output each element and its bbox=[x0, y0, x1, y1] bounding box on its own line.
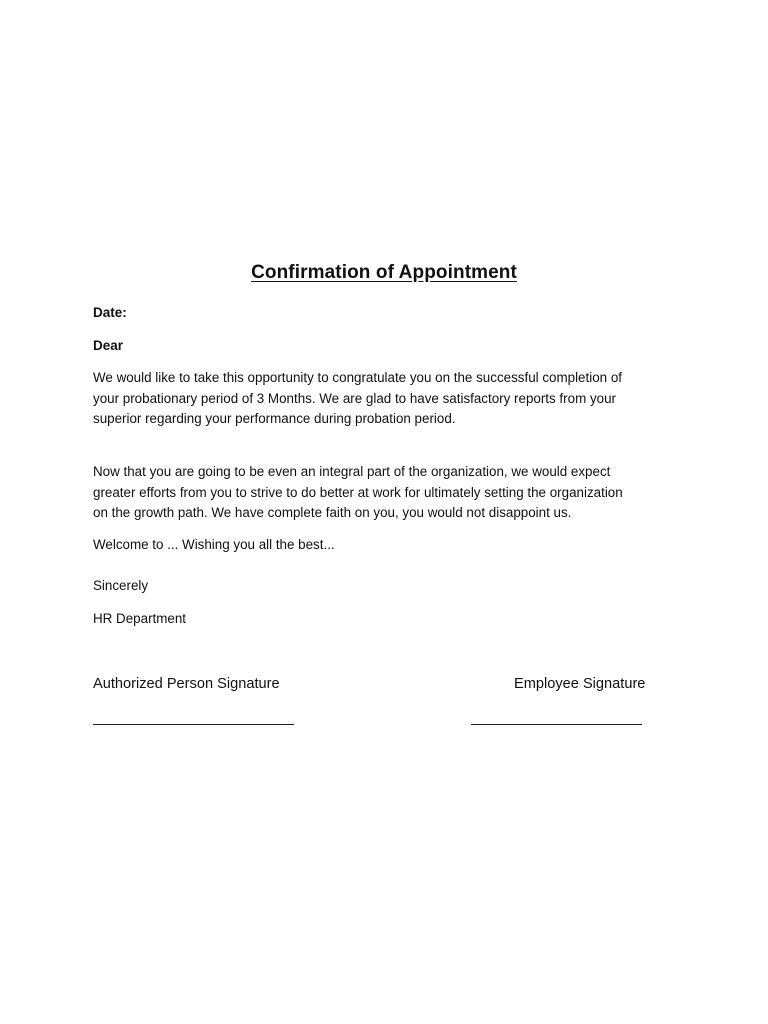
document-title: Confirmation of Appointment bbox=[251, 262, 517, 283]
paragraph-line: Now that you are going to be even an integral part of the organization, we would expect bbox=[93, 464, 611, 479]
sender-department: HR Department bbox=[93, 611, 187, 626]
paragraph-line: We would like to take this opportunity to congratulate you on the successful completion of bbox=[93, 370, 622, 385]
authorized-signature-label: Authorized Person Signature bbox=[93, 676, 280, 692]
employee-signature-line bbox=[471, 724, 642, 725]
closing: Sincerely bbox=[93, 578, 149, 593]
welcome-line: Welcome to ... Wishing you all the best... bbox=[93, 537, 335, 552]
paragraph-line: on the growth path. We have complete faith on you, you would not disappoint us. bbox=[93, 505, 572, 520]
paragraph-line: your probationary period of 3 Months. We are glad to have satisfactory reports from your bbox=[93, 390, 616, 406]
paragraph-line: superior regarding your performance during probation period. bbox=[93, 411, 456, 426]
paragraph-congratulation bbox=[93, 368, 693, 430]
paragraph-line: greater efforts from you to strive to do better at work for ultimately setting the organization bbox=[93, 484, 623, 500]
authorized-signature-line bbox=[93, 724, 294, 725]
paragraph-expectation bbox=[93, 462, 693, 524]
salutation: Dear bbox=[93, 338, 124, 353]
employee-signature-label: Employee Signature bbox=[514, 676, 646, 692]
date-label: Date: bbox=[93, 305, 127, 320]
